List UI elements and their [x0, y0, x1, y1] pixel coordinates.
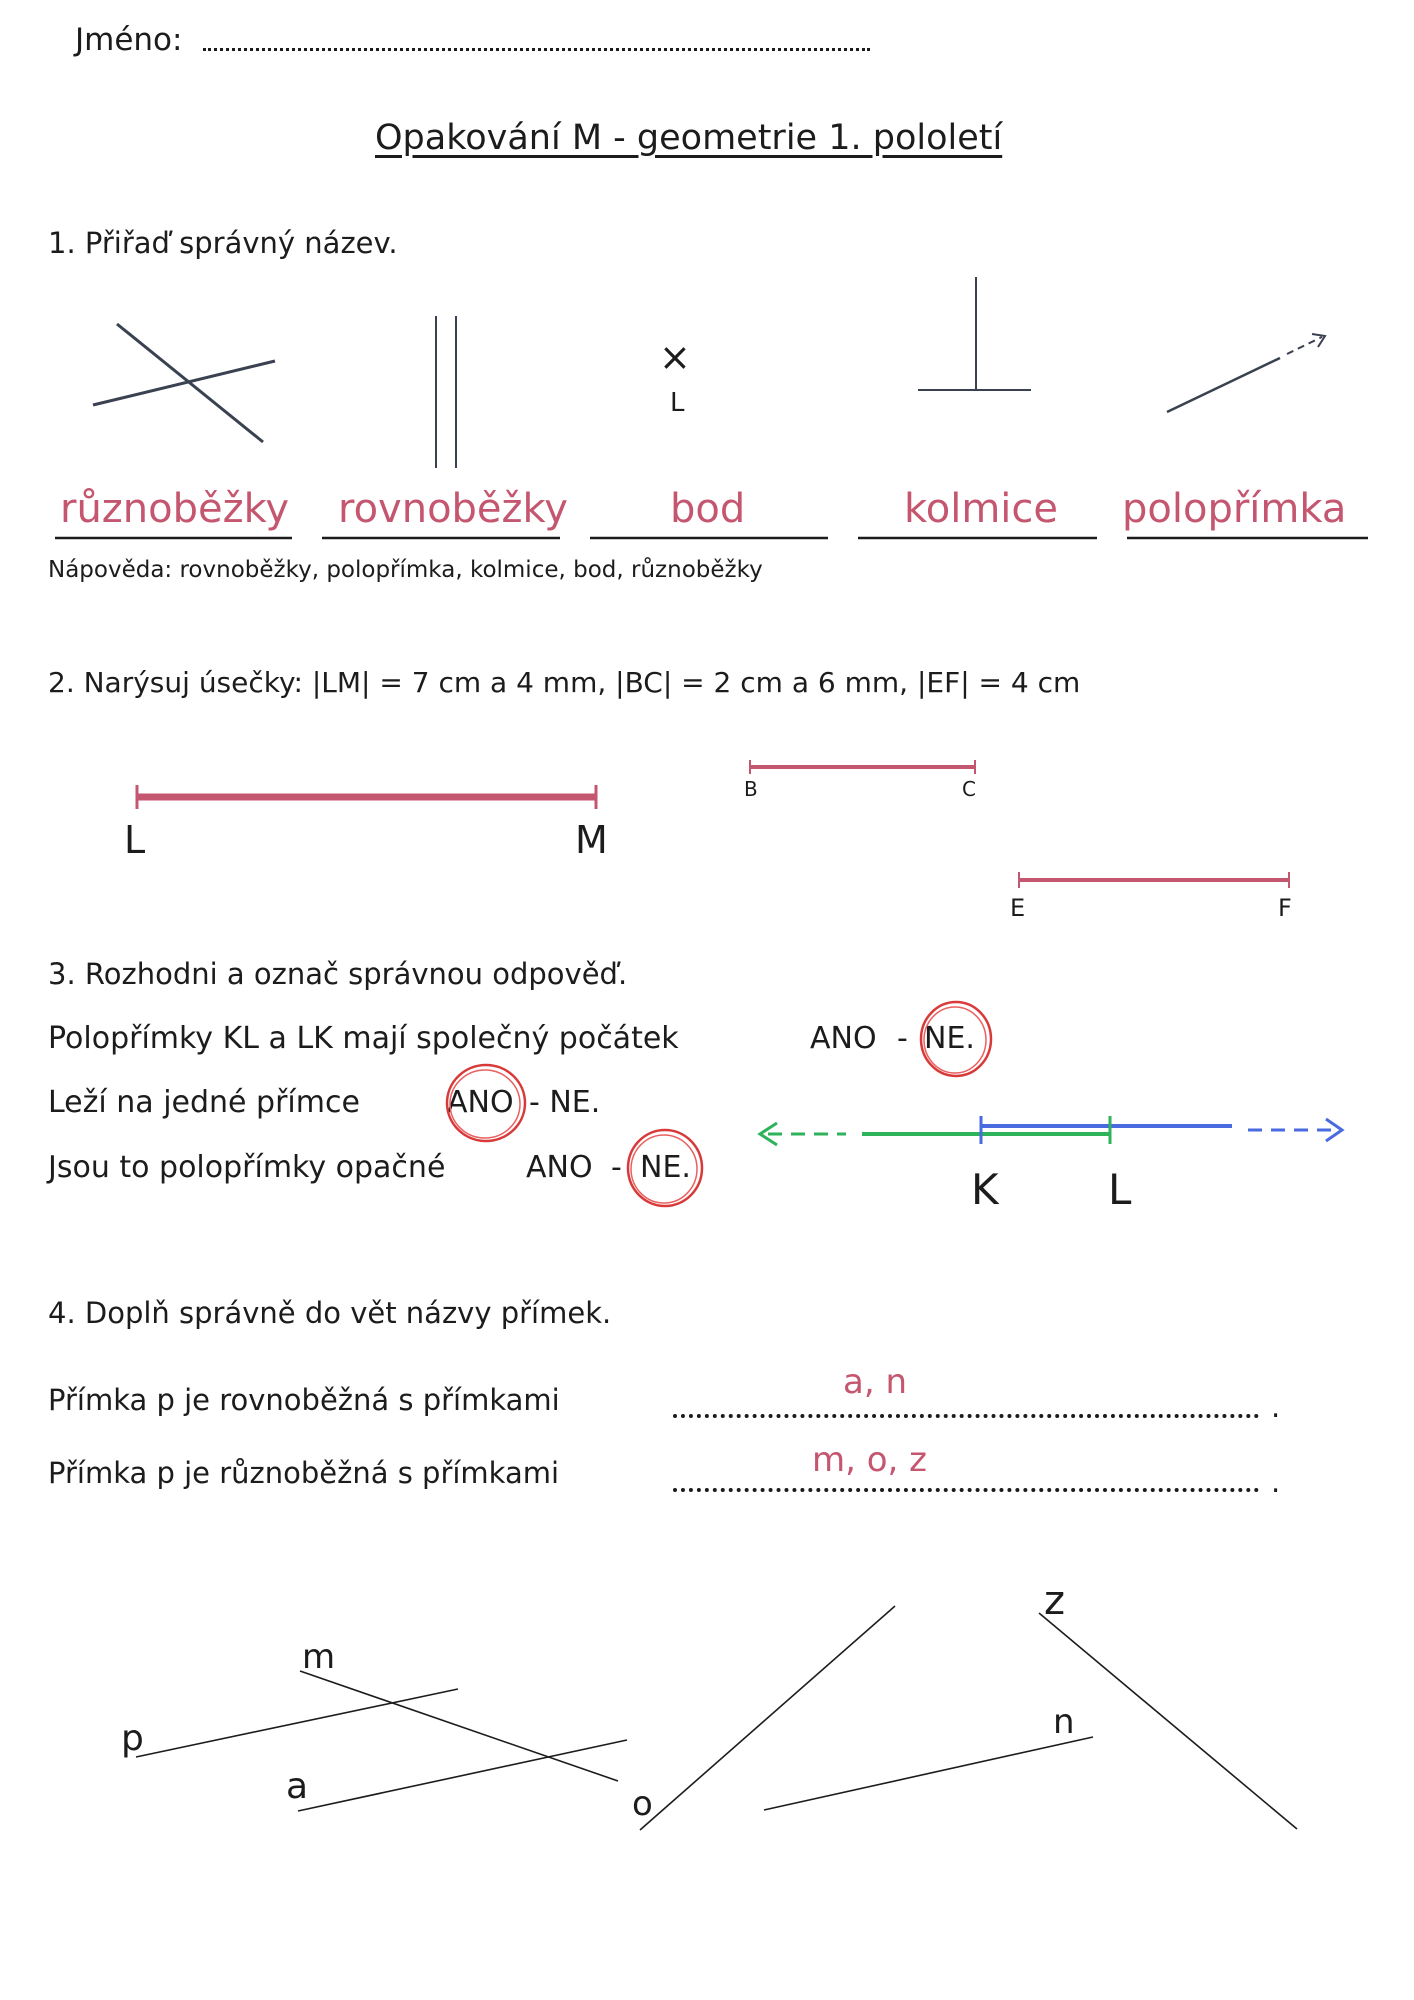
q3-no[interactable]: NE.: [640, 1150, 691, 1185]
question-2: Leží na jedné přímce: [48, 1085, 360, 1120]
point-label: L: [670, 388, 685, 418]
line-label-p: p: [121, 1718, 144, 1759]
line-label-o: o: [632, 1784, 653, 1824]
q1-no[interactable]: NE.: [924, 1021, 975, 1056]
task1-heading: 1. Přiřaď správný název.: [48, 226, 398, 260]
q3-sep: -: [611, 1150, 622, 1185]
sentence-1-answer: a, n: [843, 1362, 907, 1402]
name-label: Jméno:: [75, 22, 183, 58]
answer-3: bod: [670, 486, 746, 532]
question-3: Jsou to polopřímky opačné: [48, 1150, 446, 1185]
line-a: [298, 1740, 627, 1811]
sentence-2-end: .: [1271, 1465, 1281, 1499]
diagram-label-l: L: [1108, 1165, 1132, 1214]
answer-1: různoběžky: [60, 486, 290, 532]
answer-5: polopřímka: [1122, 486, 1347, 532]
sentence-1-end: .: [1271, 1390, 1281, 1424]
task4-heading: 4. Doplň správně do vět názvy přímek.: [48, 1296, 612, 1330]
task3-heading: 3. Rozhodni a označ správnou odpověď.: [48, 957, 628, 991]
q3-yes[interactable]: ANO: [526, 1150, 593, 1185]
q2-sep: - NE.: [529, 1085, 601, 1120]
label-l: L: [124, 818, 146, 862]
answer-2: rovnoběžky: [338, 486, 568, 532]
page-title: Opakování M - geometrie 1. pololetí: [375, 118, 1003, 158]
task1-hint: Nápověda: rovnoběžky, polopřímka, kolmice, bod, různoběžky: [48, 557, 763, 583]
line-o: [640, 1606, 895, 1830]
line-label-z: z: [1044, 1578, 1065, 1624]
label-c: C: [962, 777, 976, 801]
label-m: M: [575, 818, 608, 862]
line-m: [300, 1671, 618, 1781]
sentence-1: Přímka p je rovnoběžná s přímkami: [48, 1383, 560, 1417]
question-1: Polopřímky KL a LK mají společný počátek: [48, 1021, 679, 1056]
point-mark: ×: [659, 335, 691, 379]
q1-sep: -: [897, 1021, 908, 1056]
line-z: [1039, 1613, 1297, 1829]
label-e: E: [1010, 894, 1026, 922]
line-label-n: n: [1053, 1702, 1075, 1742]
diagram-label-k: K: [971, 1165, 999, 1214]
answer-4: kolmice: [904, 486, 1059, 532]
q1-yes[interactable]: ANO: [810, 1021, 877, 1056]
q2-yes[interactable]: ANO: [447, 1085, 514, 1120]
line-label-m: m: [302, 1637, 336, 1677]
line-n: [764, 1737, 1093, 1810]
line-p: [136, 1689, 458, 1757]
label-b: B: [744, 777, 758, 801]
label-f: F: [1278, 894, 1292, 922]
sentence-2-answer: m, o, z: [812, 1440, 927, 1480]
task2-heading: 2. Narýsuj úsečky: |LM| = 7 cm a 4 mm, |BC| = 2 cm a 6 mm, |EF| = 4 cm: [48, 666, 1081, 699]
line-label-a: a: [286, 1766, 309, 1807]
sentence-2: Přímka p je různoběžná s přímkami: [48, 1456, 560, 1490]
